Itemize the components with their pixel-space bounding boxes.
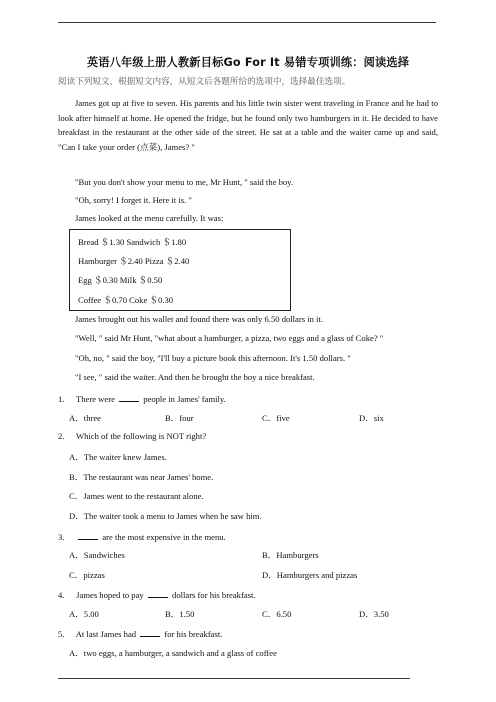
answer-blank[interactable] xyxy=(119,392,139,402)
option-a[interactable]: A．Sandwiches xyxy=(69,550,125,560)
option-c[interactable]: C．6.50 xyxy=(262,609,292,619)
instruction: 阅读下列短文，根据短文内容，从短文后各题所给的选项中，选择最佳选项。 xyxy=(58,76,351,86)
option-c[interactable]: C．pizzas xyxy=(69,570,105,580)
passage-paragraph-7: "Oh, no, " said the boy, "I'll buy a picture book this afternoon. It's 1.50 dollars. " xyxy=(75,353,351,363)
option-d[interactable]: D．Hamburgers and pizzas xyxy=(262,570,358,580)
passage-paragraph-3: "Oh, sorry! I forget it. Here it is. " xyxy=(75,195,192,205)
option-b[interactable]: B．four xyxy=(165,413,194,423)
bottom-rule xyxy=(58,678,410,679)
question-5 xyxy=(58,627,222,640)
option-b[interactable]: B．1.50 xyxy=(165,609,195,619)
question-text: Which of the following is NOT right? xyxy=(76,431,207,441)
question-text: for his breakfast. xyxy=(164,629,223,639)
option-d[interactable]: D．six xyxy=(359,413,384,423)
option-c[interactable]: C．five xyxy=(262,413,290,423)
question-1 xyxy=(58,392,226,405)
option-a[interactable]: A．three xyxy=(69,413,101,423)
question-number: 2. xyxy=(58,431,65,441)
option-b[interactable]: B．Hamburgers xyxy=(262,550,319,560)
menu-row: Egg ＄0.30 Milk ＄0.50 xyxy=(78,275,163,285)
question-3 xyxy=(58,530,226,543)
question-number: 3. xyxy=(58,532,65,542)
menu-row: Bread ＄1.30 Sandwich ＄1.80 xyxy=(78,237,187,247)
option-a[interactable]: A．5.00 xyxy=(69,609,99,619)
question-number: 5. xyxy=(58,629,65,639)
question-text: people in James' family. xyxy=(143,394,226,404)
page-title: 英语八年级上册人教新目标Go For It 易错专项训练：阅读选择 xyxy=(86,56,410,69)
question-text: At last James had xyxy=(75,629,137,639)
passage-paragraph-5: James brought out his wallet and found there was only 6.50 dollars in it. xyxy=(75,314,323,324)
question-text: There were xyxy=(76,394,115,404)
question-text: are the most expensive in the menu. xyxy=(102,532,226,542)
option-b[interactable]: B．The restaurant was near James' home. xyxy=(69,472,214,482)
passage-paragraph-4: James looked at the menu carefully. It was: xyxy=(75,213,224,223)
question-text: James hoped to pay xyxy=(76,590,144,600)
option-d[interactable]: D．3.50 xyxy=(359,609,389,619)
option-a[interactable]: A．two eggs, a hamburger, a sandwich and a glass of coffee xyxy=(69,648,277,658)
menu-row: Hamburger ＄2.40 Pizza ＄2.40 xyxy=(78,256,190,266)
option-c[interactable]: C．James went to the restaurant alone. xyxy=(69,491,204,501)
menu-row: Coffee ＄0.70 Coke ＄0.30 xyxy=(78,295,174,305)
question-number: 4. xyxy=(58,590,65,600)
menu-box xyxy=(69,229,291,311)
question-4 xyxy=(58,588,256,601)
answer-blank[interactable] xyxy=(78,530,98,540)
passage-paragraph-2: "But you don't show your menu to me, Mr Hunt, " said the boy. xyxy=(75,177,294,187)
question-2 xyxy=(58,431,206,442)
passage-paragraph-6: "Well, " said Mr Hunt, "what about a hamburger, a pizza, two eggs and a glass of Coke? " xyxy=(75,333,384,343)
passage-paragraph-1: James got up at five to seven. His parents and his little twin sister went traveling in France and he had to look after himself at home. He opened the fridge, but he found only two hamburgers in it. He decided to have breakfast in the restaurant at the other side of the street. He sat at a table and the waiter came up and said, "Can I take your order (点菜), James? " xyxy=(58,98,438,152)
answer-blank[interactable] xyxy=(148,588,168,598)
question-number: 1. xyxy=(58,394,65,404)
option-a[interactable]: A．The waiter knew James. xyxy=(69,452,167,462)
top-rule xyxy=(58,22,436,23)
option-d[interactable]: D．The waiter took a menu to James when he saw him. xyxy=(69,511,262,521)
answer-blank[interactable] xyxy=(140,627,160,637)
question-text: dollars for his breakfast. xyxy=(172,590,256,600)
passage-paragraph-8: "I see, " said the waiter. And then he brought the boy a nice breakfast. xyxy=(75,372,315,382)
